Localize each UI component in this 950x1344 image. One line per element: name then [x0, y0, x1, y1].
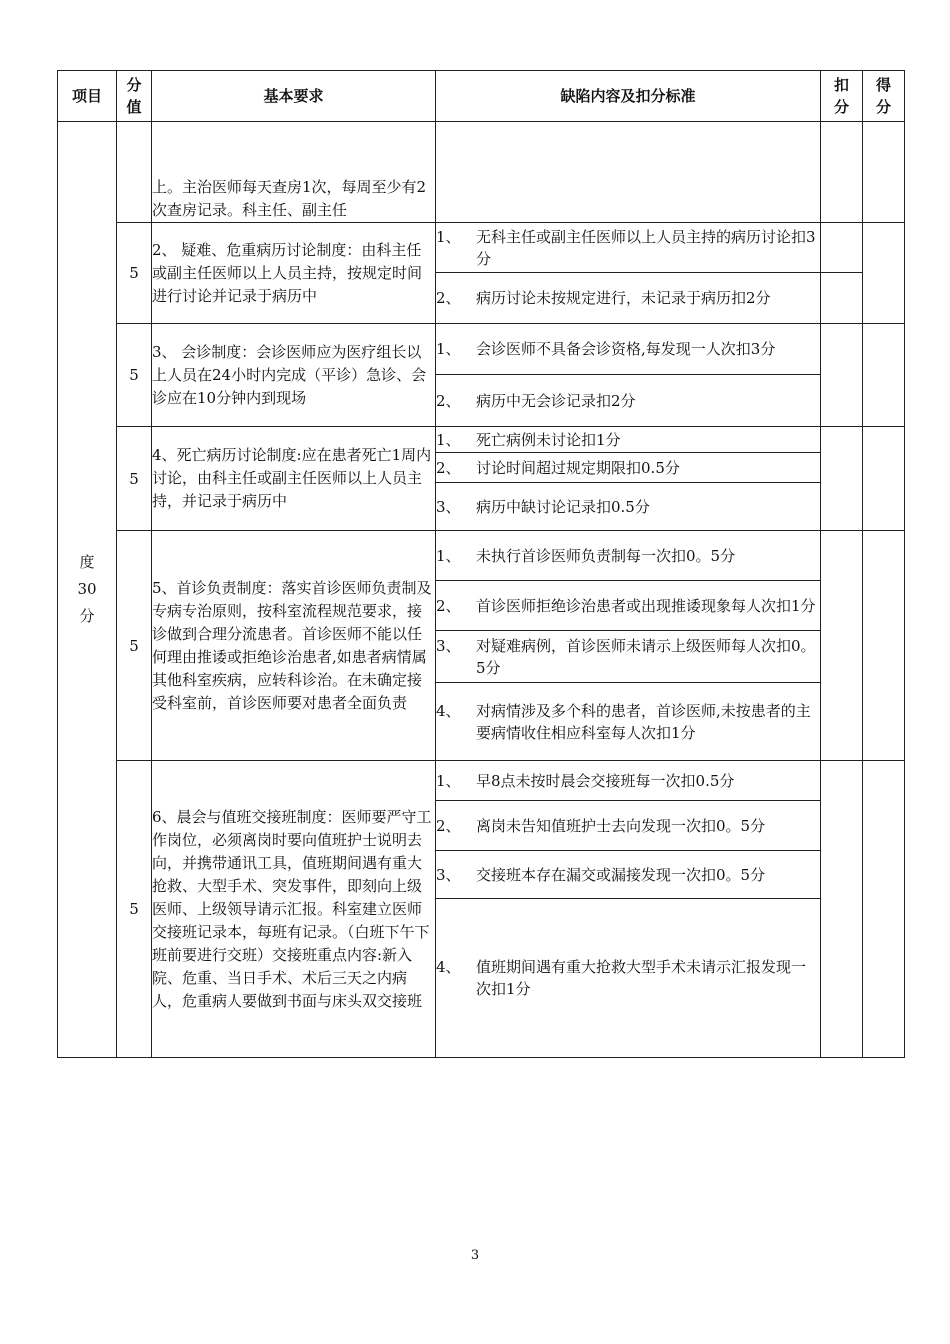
deduction-number: 1、 — [436, 227, 461, 246]
deduction-text: 交接班本存在漏交或漏接发现一次扣0。5分 — [476, 865, 766, 884]
page-number: 3 — [470, 1248, 480, 1263]
header-obtained — [863, 71, 905, 122]
score-cell: 5 — [117, 324, 152, 427]
deduction-number: 2、 — [436, 289, 461, 307]
deduction-number: 2、 — [436, 816, 461, 835]
obtained-cell — [863, 324, 905, 427]
deduction-number: 1、 — [436, 340, 461, 358]
requirement-cell: 6、晨会与值班交接班制度：医师要严守工作岗位，必须离岗时要向值班护士说明去向，并携带通讯工具，值班期间遇有重大抢救、大型手术、突发事件，即刻向上级医师、上级领导请示汇报。科室建立医师交接班记录本，每班有记录。（白班下午下班前要进行交班）交接班重点内容:新入院、危重、当日手术、术后三天之内病人，危重病人要做到书面与床头双交接班 — [152, 761, 436, 1058]
header-deduction: 缺陷内容及扣分标准 — [436, 71, 821, 122]
deduction-text: 对疑难病例，首诊医师未请示上级医师每人次扣0。5分 — [476, 636, 816, 677]
deduction-cell — [436, 375, 821, 427]
header-score — [117, 71, 152, 122]
deduction-number: 1、 — [436, 546, 461, 565]
scoring-table — [57, 70, 905, 1058]
deduct-cell — [821, 531, 863, 761]
deduct-cell — [821, 223, 863, 273]
header-item: 项目 — [58, 71, 117, 122]
deduction-cell — [436, 122, 821, 223]
score-cell: 5 — [117, 761, 152, 1058]
deduction-text: 对病情涉及多个科的患者，首诊医师,未按患者的主要病情收住相应科室每人次扣1分 — [476, 701, 811, 742]
deduction-number: 3、 — [436, 865, 461, 884]
deduction-cell — [436, 273, 821, 324]
table-row — [58, 324, 905, 375]
deduct-cell — [821, 273, 863, 324]
deduction-text: 病历中无会诊记录扣2分 — [476, 391, 636, 410]
table-row — [58, 531, 905, 581]
deduction-text: 值班期间遇有重大抢救大型手术未请示汇报发现一次扣1分 — [476, 958, 807, 998]
deduction-number: 2、 — [436, 458, 461, 477]
header-deduct — [821, 71, 863, 122]
requirement-cell: 2、 疑难、危重病历讨论制度：由科主任或副主任医师以上人员主持，按规定时间进行讨论并记录于病历中 — [152, 223, 436, 324]
header-requirement: 基本要求 — [152, 71, 436, 122]
table-row — [58, 761, 905, 801]
deduction-cell — [436, 427, 821, 453]
deduction-number: 2、 — [436, 596, 461, 615]
deduction-cell — [436, 223, 821, 273]
requirement-cell: 上。主治医师每天查房1次，每周至少有2次查房记录。科主任、副主任 — [152, 122, 436, 223]
deduction-cell — [436, 761, 821, 801]
header-obtained-text: 得 分 — [875, 76, 891, 116]
deduction-cell — [436, 899, 821, 1058]
deduction-cell — [436, 851, 821, 899]
deduction-cell — [436, 531, 821, 581]
deduction-text: 早8点未按时晨会交接班每一次扣0.5分 — [476, 771, 735, 790]
header-row — [58, 71, 905, 122]
score-cell: 5 — [117, 531, 152, 761]
deduction-cell — [436, 483, 821, 531]
obtained-cell — [863, 223, 905, 324]
item-label: 度 30 分 — [77, 553, 97, 625]
deduct-cell — [821, 427, 863, 531]
deduction-text: 病历中缺讨论记录扣0.5分 — [476, 497, 650, 516]
deduction-text: 病历讨论未按规定进行，未记录于病历扣2分 — [476, 289, 771, 307]
deduction-cell — [436, 683, 821, 761]
item-cell — [58, 122, 117, 1058]
deduction-text: 讨论时间超过规定期限扣0.5分 — [476, 458, 680, 477]
deduction-text: 离岗未告知值班护士去向发现一次扣0。5分 — [476, 816, 766, 835]
deduction-cell — [436, 453, 821, 483]
deduction-cell — [436, 801, 821, 851]
deduction-text: 未执行首诊医师负责制每一次扣0。5分 — [476, 546, 736, 565]
requirement-cell: 3、 会诊制度：会诊医师应为医疗组长以上人员在24小时内完成（平诊）急诊、会诊应在10分钟内到现场 — [152, 324, 436, 427]
deduction-cell — [436, 324, 821, 375]
deduction-text: 首诊医师拒绝诊治患者或出现推诿现象每人次扣1分 — [476, 596, 816, 615]
requirement-cell: 5、首诊负责制度：落实首诊医师负责制及专病专治原则，按科室流程规范要求，接诊做到合理分流患者。首诊医师不能以任何理由推诿或拒绝诊治患者,如患者病情属其他科室疾病，应转科诊治。在未确定接受科室前，首诊医师要对患者全面负责 — [152, 531, 436, 761]
deduction-text: 死亡病例未讨论扣1分 — [476, 430, 621, 449]
deduction-number: 3、 — [436, 636, 461, 655]
obtained-cell — [863, 122, 905, 223]
deduct-cell — [821, 122, 863, 223]
obtained-cell — [863, 427, 905, 531]
deduction-number: 3、 — [436, 497, 461, 516]
deduction-cell — [436, 581, 821, 631]
score-cell: 5 — [117, 427, 152, 531]
deduction-number: 1、 — [436, 430, 461, 449]
table-row — [58, 122, 905, 223]
header-score-text: 分 值 — [126, 76, 142, 116]
deduction-text: 会诊医师不具备会诊资格,每发现一人次扣3分 — [476, 340, 776, 358]
table-row — [58, 427, 905, 453]
header-deduct-text: 扣 分 — [833, 76, 849, 116]
score-cell: 5 — [117, 223, 152, 324]
obtained-cell — [863, 531, 905, 761]
table-row — [58, 223, 905, 273]
obtained-cell — [863, 761, 905, 1058]
deduction-cell — [436, 631, 821, 683]
requirement-cell: 4、死亡病历讨论制度:应在患者死亡1周内讨论，由科主任或副主任医师以上人员主持，并记录于病历中 — [152, 427, 436, 531]
deduct-cell — [821, 324, 863, 427]
deduction-number: 4、 — [436, 958, 461, 976]
deduct-cell — [821, 761, 863, 1058]
deduction-number: 2、 — [436, 391, 461, 410]
score-cell — [117, 122, 152, 223]
deduction-number: 4、 — [436, 701, 461, 720]
deduction-text: 无科主任或副主任医师以上人员主持的病历讨论扣3分 — [476, 227, 816, 268]
deduction-number: 1、 — [436, 771, 461, 790]
